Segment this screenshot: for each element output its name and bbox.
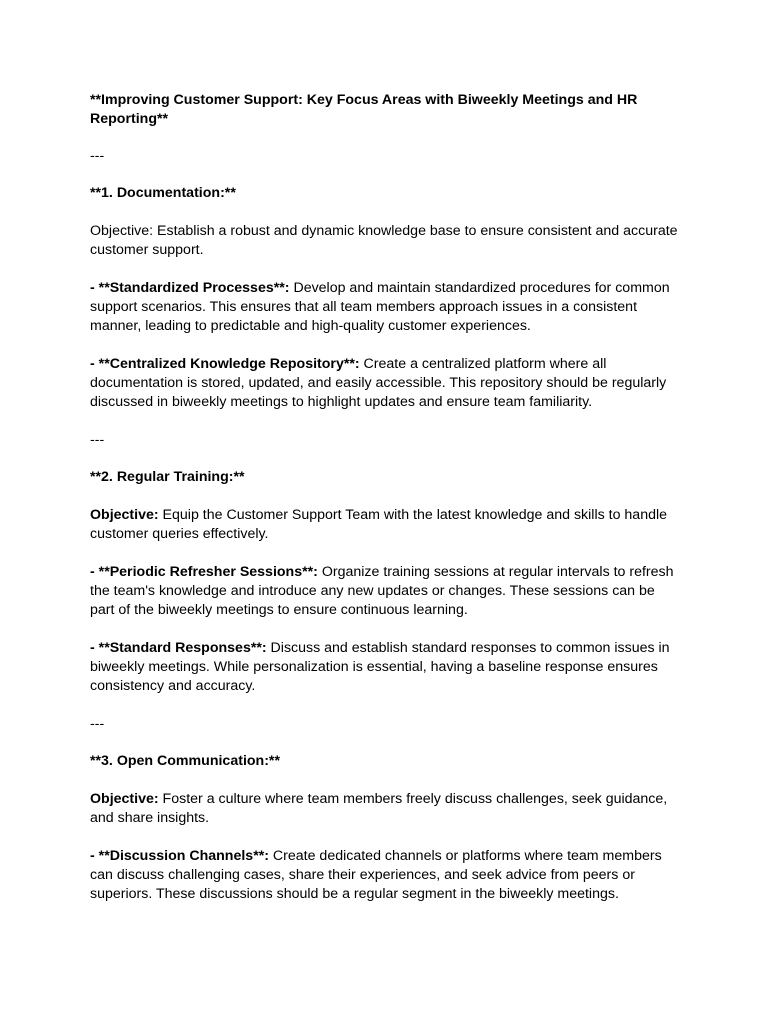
bullet-item xyxy=(90,563,680,620)
bullet-label: - **Discussion Channels**: xyxy=(90,848,269,864)
objective-text: Foster a culture where team members freely discuss challenges, seek guidance, and share insights. xyxy=(90,791,668,826)
bullet-label: - **Periodic Refresher Sessions**: xyxy=(90,564,318,580)
document-title: **Improving Customer Support: Key Focus Areas with Biweekly Meetings and HR Reporting** xyxy=(90,92,638,127)
section-objective xyxy=(90,790,680,828)
bullet-item xyxy=(90,355,680,412)
objective-text: Objective: Establish a robust and dynamic knowledge base to ensure consistent and accurate customer support. xyxy=(90,223,678,258)
bullet-item xyxy=(90,279,680,336)
objective-label: Objective: xyxy=(90,791,159,807)
bullet-text: Discuss and establish standard responses to common issues in biweekly meetings. While personalization is essential, having a baseline response ensures consistency and accuracy. xyxy=(90,640,670,694)
section-objective xyxy=(90,506,680,544)
bullet-item xyxy=(90,847,680,904)
section-heading-open-communication: **3. Open Communication:** xyxy=(90,753,280,769)
bullet-label: - **Standardized Processes**: xyxy=(90,280,290,296)
section-heading-regular-training: **2. Regular Training:** xyxy=(90,469,245,485)
separator: --- xyxy=(90,716,105,732)
objective-text: Equip the Customer Support Team with the latest knowledge and skills to handle customer queries effectively. xyxy=(90,507,668,542)
bullet-item xyxy=(90,639,680,696)
bullet-label: - **Centralized Knowledge Repository**: xyxy=(90,356,360,372)
bullet-text: Develop and maintain standardized procedures for common support scenarios. This ensures that all team members approach issues in a consistent manner, leading to predictable and high-quality customer experiences. xyxy=(90,280,670,334)
separator: --- xyxy=(90,148,105,164)
section-objective xyxy=(90,222,680,260)
bullet-text: Organize training sessions at regular intervals to refresh the team's knowledge and introduce any new updates or changes. These sessions can be part of the biweekly meetings to ensure continuous learning. xyxy=(90,564,674,618)
bullet-text: Create dedicated channels or platforms where team members can discuss challenging cases, share their experiences, and seek advice from peers or superiors. These discussions should be a regular segment in the biweekly meetings. xyxy=(90,848,662,902)
bullet-text: Create a centralized platform where all documentation is stored, updated, and easily accessible. This repository should be regularly discussed in biweekly meetings to highlight updates and ensure team familiarity. xyxy=(90,356,667,410)
section-heading-documentation: **1. Documentation:** xyxy=(90,185,236,201)
objective-label: Objective: xyxy=(90,507,159,523)
bullet-label: - **Standard Responses**: xyxy=(90,640,267,656)
separator: --- xyxy=(90,432,105,448)
